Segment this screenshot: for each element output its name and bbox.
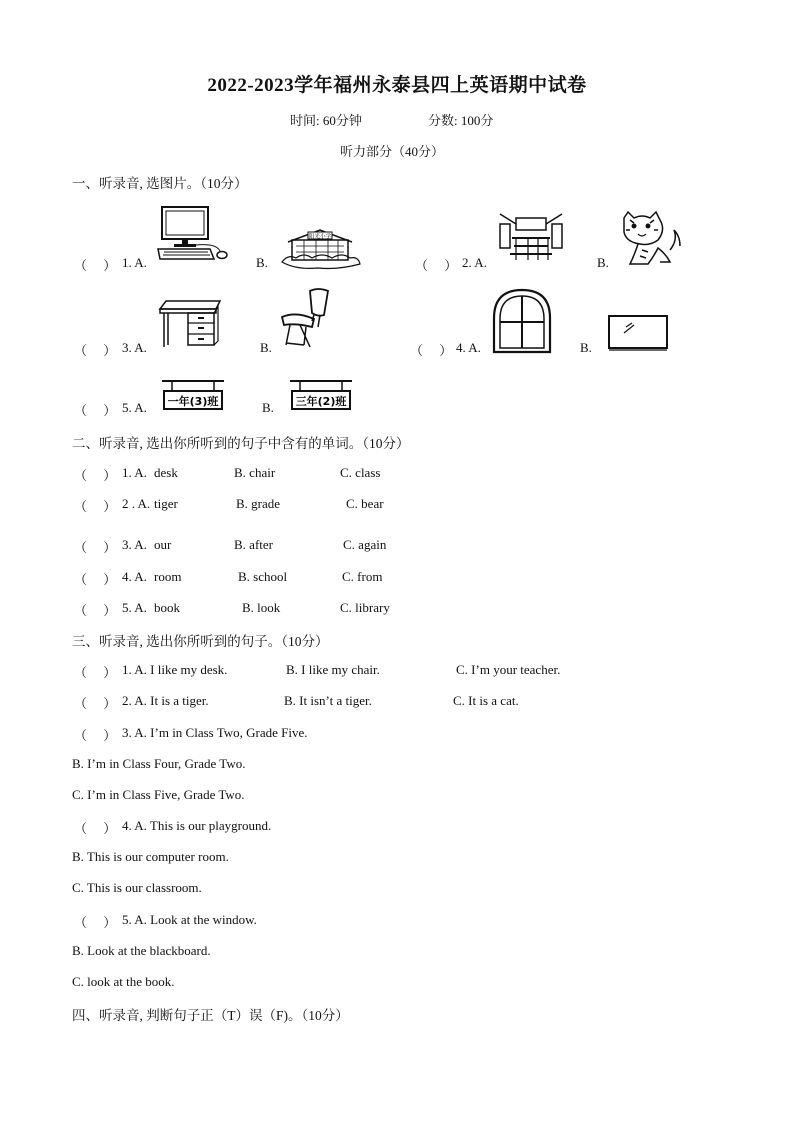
school-building-picture	[278, 226, 362, 270]
s3-q1-b: B. I like my chair.	[286, 662, 380, 677]
part-label: 听力部分（40分）	[340, 144, 445, 159]
s2-q3-c: C. again	[343, 537, 387, 552]
s3-q4-a: 4. A. This is our playground.	[122, 818, 272, 833]
s1-q3-label-b: B.	[260, 340, 272, 355]
s1-q1-label-b: B.	[256, 255, 268, 270]
window-picture	[490, 288, 554, 354]
s2-q4-a: room	[154, 569, 182, 584]
tiger-picture	[614, 210, 684, 268]
class-sign-a-text: 一年(3)班	[167, 395, 219, 408]
s1-q4-bracket: （ ）	[410, 343, 453, 358]
s1-q4-label-a: 4. A.	[456, 340, 481, 355]
time-label: 时间: 60分钟	[290, 113, 362, 128]
section-2-heading: 二、听录音, 选出你所听到的句子中含有的单词。（10分）	[72, 436, 410, 451]
score-label: 分数: 100分	[428, 113, 494, 128]
s3-q4-c: C. This is our classroom.	[72, 880, 202, 895]
s2-q3-bracket: （ ）	[74, 540, 117, 555]
s2-q3-num: 3. A.	[122, 537, 147, 552]
s1-q3-bracket: （ ）	[74, 343, 117, 358]
s2-q4-c: C. from	[342, 569, 383, 584]
s2-q5-b: B. look	[242, 600, 281, 615]
s1-q3-label-a: 3. A.	[122, 340, 147, 355]
s1-q2-bracket: （ ）	[415, 258, 458, 273]
s3-q3-c: C. I’m in Class Five, Grade Two.	[72, 787, 245, 802]
s2-q2-num: 2 . A.	[122, 496, 151, 511]
classroom-picture	[498, 212, 564, 262]
s3-q5-bracket: （ ）	[74, 915, 117, 930]
s2-q2-bracket: （ ）	[74, 499, 117, 514]
chair-picture	[278, 287, 334, 349]
s2-q4-bracket: （ ）	[74, 572, 117, 587]
s2-q5-a: book	[154, 600, 180, 615]
s3-q4-bracket: （ ）	[74, 821, 117, 836]
s2-q1-a: desk	[154, 465, 178, 480]
s1-q5-label-b: B.	[262, 400, 274, 415]
s1-q2-label-a: 2. A.	[462, 255, 487, 270]
s2-q2-b: B. grade	[236, 496, 281, 511]
s1-q1-bracket: （ ）	[74, 258, 117, 273]
s2-q3-b: B. after	[234, 537, 273, 552]
s1-q2-label-b: B.	[597, 255, 609, 270]
s3-q1-bracket: （ ）	[74, 665, 117, 680]
page-title: 2022-2023学年福州永泰县四上英语期中试卷	[207, 75, 587, 96]
s2-q1-c: C. class	[340, 465, 381, 480]
s3-q3-b: B. I’m in Class Four, Grade Two.	[72, 756, 246, 771]
s1-q4-label-b: B.	[580, 340, 592, 355]
s2-q1-bracket: （ ）	[74, 468, 117, 483]
s2-q1-b: B. chair	[234, 465, 276, 480]
class-sign-b-picture	[288, 378, 354, 412]
class-sign-a-picture	[160, 378, 226, 412]
s3-q5-b: B. Look at the blackboard.	[72, 943, 211, 958]
blackboard-picture	[606, 313, 670, 353]
s2-q2-c: C. bear	[346, 496, 384, 511]
s3-q1-c: C. I’m your teacher.	[456, 662, 561, 677]
s1-q5-bracket: （ ）	[74, 403, 117, 418]
s3-q2-b: B. It isn’t a tiger.	[284, 693, 372, 708]
section-1-heading: 一、听录音, 选图片。（10分）	[72, 176, 248, 191]
s3-q5-a: 5. A. Look at the window.	[122, 912, 257, 927]
s3-q4-b: B. This is our computer room.	[72, 849, 229, 864]
school-sign-text: 阳光小学	[308, 234, 332, 240]
section-3-heading: 三、听录音, 选出你所听到的句子。（10分）	[72, 634, 329, 649]
s3-q2-bracket: （ ）	[74, 696, 117, 711]
s2-q5-num: 5. A.	[122, 600, 147, 615]
s2-q4-b: B. school	[238, 569, 288, 584]
desk-picture	[158, 299, 222, 349]
section-4-heading: 四、听录音, 判断句子正（T）误（F)。（10分）	[72, 1008, 349, 1023]
s1-q5-label-a: 5. A.	[122, 400, 147, 415]
s3-q5-c: C. look at the book.	[72, 974, 175, 989]
s3-q2-c: C. It is a cat.	[453, 693, 519, 708]
s2-q5-c: C. library	[340, 600, 390, 615]
s3-q3-bracket: （ ）	[74, 728, 117, 743]
s3-q2-a: 2. A. It is a tiger.	[122, 693, 209, 708]
s3-q3-a: 3. A. I’m in Class Two, Grade Five.	[122, 725, 308, 740]
s2-q5-bracket: （ ）	[74, 603, 117, 618]
computer-picture	[156, 205, 230, 263]
s1-q1-label-a: 1. A.	[122, 255, 147, 270]
s2-q2-a: tiger	[154, 496, 178, 511]
class-sign-b-text: 三年(2)班	[295, 395, 347, 408]
s3-q1-a: 1. A. I like my desk.	[122, 662, 228, 677]
s2-q1-num: 1. A.	[122, 465, 147, 480]
s2-q4-num: 4. A.	[122, 569, 147, 584]
s2-q3-a: our	[154, 537, 172, 552]
